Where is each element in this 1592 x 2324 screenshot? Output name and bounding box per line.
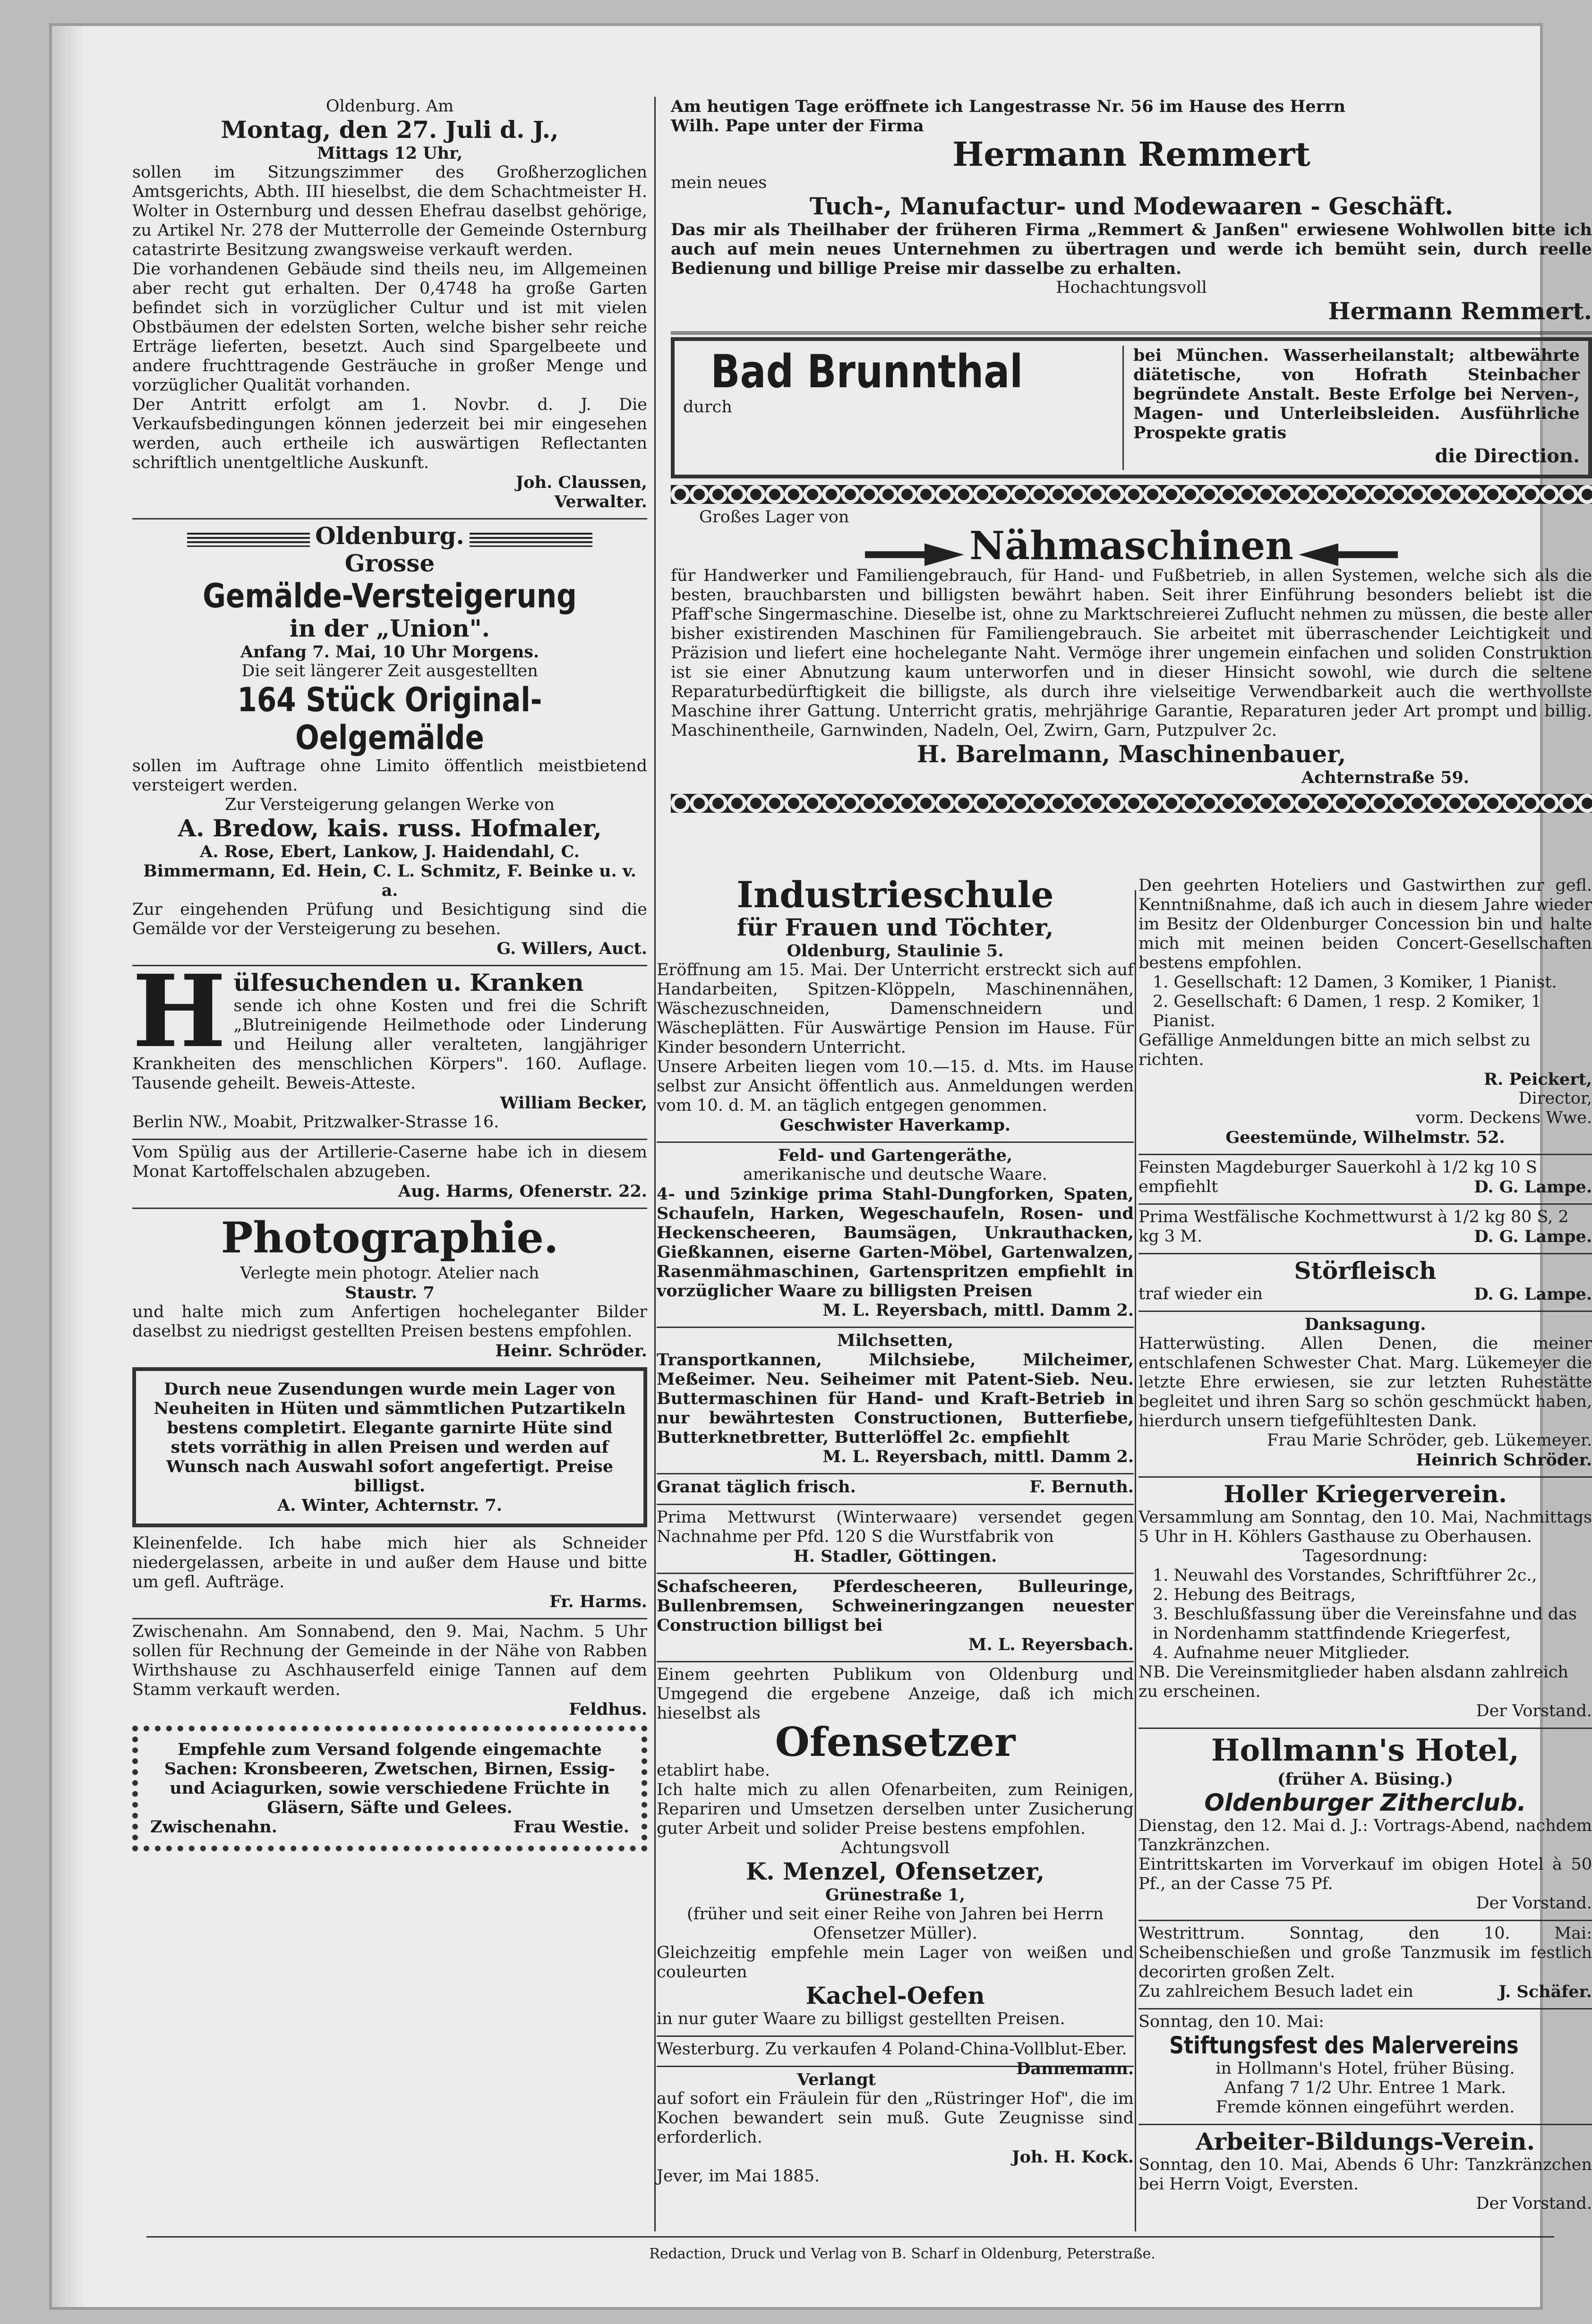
ad-milchsetten [657,1331,1134,1466]
column-right [1138,876,1592,2220]
winter-body: Durch neue Zusendungen wurde mein Lager von Neuheiten in Hüten und sämmtlichen Putzartikeln bestens completirt. Elegante garnirte Hüte sind stets vorräthig in allen Preisen und werden auf Wunsch nach Auswahl sofort angefertigt. Preise billigst. [154,1379,626,1496]
granat-signature: F. Bernuth. [1029,1477,1134,1497]
remmert-signature: Hermann Remmert. [1328,297,1592,325]
ad-industrieschule [657,876,1134,1135]
remmert-body: Das mir als Theilhaber der früheren Firma „Remmert & Janßen" erwiesene Wohlwollen bitte ich auch auf mein neues Unternehmen zu übertragen und werde ich bemüht sein, durch reelle Bedienung und billige Preise mir dasselbe zu erhalten. [671,220,1592,278]
milch-signature: M. L. Reyersbach, mittl. Damm 2. [822,1447,1134,1466]
holler-signature: Der Vorstand. [1476,1702,1592,1720]
ad-winter-hats [132,1367,647,1527]
holler-body: Versammlung am Sonntag, den 10. Mai, Nachmittags 5 Uhr in H. Köhlers Gasthause zu Oberhausen. [1138,1508,1592,1546]
bad-body: bei München. Wasserheilanstalt; altbewährte diätetische, von Hofrath Steinbacher begründete Anstalt. Beste Erfolge bei Nerven-, Magen- und Unterleibsleiden. Ausführliche Prospekte gratis [1133,346,1580,443]
mettwurst-signature: H. Stadler, Göttingen. [793,1547,997,1566]
divider [1138,2124,1592,2125]
divider [657,1573,1134,1574]
maler-guests: Fremde können eingeführt werden. [1215,2098,1515,2117]
peickert-gefaellig: Gefällige Anmeldungen bitte an mich selbst zu richten. [1138,1031,1531,1069]
ad-westerburg [657,2040,1134,2078]
divider [671,332,1592,334]
holler-agenda-item: 2. Hebung des Beitrags, [1153,1585,1356,1604]
ad-huelfesuchenden [132,953,647,1132]
naeh-body: für Handwerker und Familiengebrauch, für Hand- und Fußbetrieb, in allen Systemen, welche sich als die besten, brauchbarsten und billigsten bewährt haben. Seit ihrer Einführung besonders beliebt ist die Pfaff'sche Singermaschine. Dieselbe ist, ohne zu Marktschreierei Zuflucht nehmen zu müssen, die beste aller bisher existirenden Maschinen für Familiengebrauch. Sie arbeitet mit überraschender Leichtigkeit und Präzision und liefert eine hochelegante Naht. Vermöge ihrer ungemein einfachen und soliden Construktion ist sie einer Abnutzung kaum unterworfen und in dieser Hinsicht sowohl, wie durch die seltene Reparaturbedürftigkeit die billigste, als durch ihre vielseitige Verwendbarkeit auch die werthvollste Maschine ihrer Gattung. Unterricht gratis, mehrjährige Garantie, Reparaturen jeder Art prompt und billig. Maschinentheile, Garnwinden, Nadeln, Oel, Zwirn, Garn, Putzpulver 2c. [671,566,1592,740]
divider [657,1141,1134,1143]
ad-hollmanns-hotel [1138,1732,1592,1913]
peickert-vorm: vorm. Deckens Wwe. [1416,1108,1592,1127]
bad-name: Bad Brunnthal [710,345,1023,398]
maler-date: Sonntag, den 10. Mai: [1138,2012,1324,2031]
ad-scheeren [657,1577,1134,1654]
divider [1138,1476,1592,1478]
naeh-address: Achternstraße 59. [1301,767,1469,787]
divider [657,1473,1134,1474]
remmert-firm: Hermann Remmert [952,135,1310,174]
photo-title: Photographie. [221,1213,559,1263]
divider [657,1504,1134,1505]
ad-malerverein [1138,2012,1592,2117]
auction-time: Mittags 12 Uhr, [317,144,463,163]
auction-paragraph-3: Der Antritt erfolgt am 1. Novbr. d. J. Die Verkaufsbedingungen können jederzeit bei mir eingesehen werden, auch ertheile ich auswärtigen Reflectanten schriftlich unentgeltliche Auskunft. [132,395,647,472]
holler-nb: NB. Die Vereinsmitglieder haben alsdann zahlreich zu erscheinen. [1138,1663,1569,1701]
photo-line1: Verlegte mein photogr. Atelier nach [240,1264,539,1283]
gemaelde-start: Anfang 7. Mai, 10 Uhr Morgens. [240,642,539,662]
harms-signature: Fr. Harms. [549,1592,647,1611]
peickert-signature: R. Peickert, [1483,1070,1592,1089]
schaefer-p2: Zu zahlreichem Besuch ladet ein [1138,1982,1413,2001]
ofen-p2: Gleichzeitig empfehle mein Lager von weißen und couleurten [657,1943,1134,1982]
divider [657,1327,1134,1328]
ornament-bars [470,533,592,547]
milch-title: Milchsetten, [837,1331,954,1350]
industrie-signature: Geschwister Haverkamp. [779,1115,1011,1135]
ad-gartengeraethe [657,1146,1134,1320]
holler-agenda-item: 3. Beschlußfassung über die Vereinsfahne und das in Nordenhamm stattfindende Kriegerfest, [1153,1605,1577,1643]
column-rule [654,97,656,2231]
sauerkohl-body: Feinsten Magdeburger Sauerkohl à 1/2 kg 10 S empfiehlt [1138,1158,1537,1196]
bad-durch: durch [683,398,732,417]
ad-westie-preserves [132,1726,647,1851]
column-rule [1135,890,1136,2231]
peickert-item: 1. Gesellschaft: 12 Damen, 3 Komiker, 1 Pianist. [1153,973,1557,992]
maler-start: Anfang 7 1/2 Uhr. Entree 1 Mark. [1224,2078,1506,2097]
hollmann-signature: Der Vorstand. [1476,1894,1592,1913]
ad-tannen-feldhus [132,1622,647,1719]
mettwurst-body: Prima Mettwurst (Winterwaare) versendet gegen Nachnahme per Pfd. 120 S die Wurstfabrik von [657,1508,1134,1546]
holler-agenda-item: 4. Aufnahme neuer Mitglieder. [1153,1643,1410,1662]
sauerkohl-signature: D. G. Lampe. [1474,1177,1592,1197]
dank-signature-2: Heinrich Schröder. [1416,1450,1592,1470]
arbeiter-body: Sonntag, den 10. Mai, Abends 6 Uhr: Tanzkränzchen bei Herrn Voigt, Eversten. [1138,2155,1592,2194]
milch-body: Transportkannen, Milchsiebe, Milcheimer, Meßeimer. Neu. Seiheimer mit Patent-Sieb. Neu. Buttermaschinen für Hand- und Kraft-Betrieb in nur bewährtesten Constructionen, Butterfiebe, Butterknetbretter, Butterlöffel 2c. empfiehlt [657,1350,1134,1447]
ad-verlangt [657,2070,1134,2186]
ad-gemaelde-versteigerung [132,522,647,958]
remmert-line2: Wilh. Pape unter der Firma [671,116,924,136]
newspaper-page [52,26,1592,2307]
auction-signature-title: Verwalter. [554,492,647,511]
verlangt-title: Verlangt [797,2070,876,2089]
divider [132,1618,647,1619]
ofen-title: Ofensetzer [775,1719,1016,1765]
schaefer-body: Westrittrum. Sonntag, den 10. Mai: Scheibenschießen und große Tanzmusik im festlich decorirten großen Zelt. [1138,1924,1592,1982]
stoerfleisch-body: traf wieder ein [1138,1285,1263,1303]
gemaelde-artists: A. Rose, Ebert, Lankow, J. Haidendahl, C. Bimmermann, Ed. Hein, C. L. Schmitz, F. Beinke u. v. a. [143,842,636,900]
westerburg-signature: Dannemann. [1016,2059,1134,2078]
feldhus-body: Zwischenahn. Am Sonnabend, den 9. Mai, Nachm. 5 Uhr sollen für Rechnung der Gemeinde in der Nähe von Rabben Wirthshause zu Aschhauserfeld einige Tannen auf dem Stamm verkauft werden. [132,1622,647,1699]
gemaelde-signature: G. Willers, Auct. [496,939,647,958]
peickert-item: 2. Gesellschaft: 6 Damen, 1 resp. 2 Komiker, 1 Pianist. [1153,992,1542,1030]
pointing-hand-icon [1299,544,1398,566]
ad-auction-osternburg [132,97,647,511]
hollmann-body: Dienstag, den 12. Mai d. J.: Vortrags-Abend, nachdem Tanzkränzchen. [1138,1816,1592,1855]
ad-danksagung [1138,1315,1592,1470]
chain-ornament [671,794,1592,813]
spuelig-body: Vom Spülig aus der Artillerie-Caserne habe ich in diesem Monat Kartoffelschalen abzugeben. [132,1143,647,1181]
huelfe-head: ülfesuchenden u. Kranken [233,969,584,996]
gemaelde-seit: Die seit längerer Zeit ausgestellten [241,662,538,681]
winter-signature: A. Winter, Achternstr. 7. [277,1496,502,1515]
photo-signature: Heinr. Schröder. [495,1341,647,1361]
bad-signature: die Direction. [1435,445,1580,467]
verlangt-body: auf sofort ein Fräulein für den „Rüstringer Hof", die im Kochen bewandert sein muß. Gute Zeugnisse sind erforderlich. [657,2089,1134,2147]
verlangt-date: Jever, im Mai 1885. [657,2167,820,2186]
feld-sub: amerikanische und deutsche Waare. [743,1165,1047,1184]
divider [1138,1311,1592,1312]
huelfe-address: Berlin NW., Moabit, Pritzwalker-Strasse 16. [132,1113,499,1132]
huelfe-body: sende ich ohne Kosten und frei die Schrift „Blutreinigende Heilmethode oder Linderung und Heilung aller veralteten, langjähriger Krankheiten des menschlichen Körpers". 160. Auflage. Tausende geheilt. Beweis-Atteste. [132,996,647,1093]
divider [132,518,647,519]
peickert-address: Geestemünde, Wilhelmstr. 52. [1225,1128,1505,1147]
divider [1138,1154,1592,1155]
ad-bad-brunnthal [671,337,1592,478]
maler-title: Stiftungsfest des Malervereins [1169,2032,1519,2059]
holler-agenda-title: Tagesordnung: [1302,1547,1428,1566]
ofen-previous: (früher und seit einer Reihe von Jahren bei Herrn Ofensetzer Müller). [686,1905,1104,1943]
gemaelde-title: Gemälde-Versteigerung [203,577,577,615]
kochmettwurst-signature: D. G. Lampe. [1474,1227,1592,1246]
divider [1138,2008,1592,2009]
peickert-director: Director, [1518,1089,1592,1108]
remmert-line1: Am heutigen Tage eröffnete ich Langestrasse Nr. 56 im Hause des Herrn [671,97,1345,116]
granat-text: Granat täglich frisch. [657,1477,856,1497]
industrie-address: Oldenburg, Staulinie 5. [787,941,1004,961]
divider [657,1661,1134,1662]
divider [1138,1728,1592,1729]
ad-sauerkohl [1138,1158,1592,1197]
hollmann-club: Oldenburger Zitherclub. [1204,1789,1526,1816]
westerburg-body: Westerburg. Zu verkaufen 4 Poland-China-Vollblut-Eber. [657,2040,1127,2059]
ornament-bars [187,533,310,547]
gemaelde-venue: in der „Union". [289,614,490,642]
schaefer-signature: J. Schäfer. [1498,1982,1592,2001]
verlangt-signature: Joh. H. Kock. [1012,2147,1134,2167]
gemaelde-count: 164 Stück Original-Oelgemälde [237,681,542,757]
maler-place: in Hollmann's Hotel, früher Büsing. [1215,2059,1515,2078]
ad-ofensetzer [657,1665,1134,2029]
page-spine [52,26,85,2307]
arbeiter-signature: Der Vorstand. [1476,2194,1592,2213]
stoerfleisch-signature: D. G. Lampe. [1474,1285,1592,1304]
hollmann-prev: (früher A. Büsing.) [1277,1770,1454,1789]
ofen-intro: Einem geehrten Publikum von Oldenburg und Umgegend die ergebene Anzeige, daß ich mich hieselbst als [657,1665,1134,1723]
hollmann-title: Hollmann's Hotel, [1211,1733,1519,1768]
ad-naehmaschinen [671,508,1592,787]
gemaelde-zur: Zur Versteigerung gelangen Werke von [224,795,555,814]
chain-ornament [671,485,1592,504]
dank-body: Hatterwüsting. Allen Denen, die meiner entschlafenen Schwester Chat. Marg. Lükemeyer die letzte Ehre erwiesen, sie zur letzten Ruhestätte begleitet und ihren Sarg so schön geschmückt haben, hierdurch unsern tiefgefühltesten Dank. [1138,1334,1592,1430]
industrie-p2: Unsere Arbeiten liegen vom 10.—15. d. Mts. im Hause selbst zur Ansicht öffentlich aus. Anmeldungen werden vom 10. d. M. an täglich entgegen genommen. [657,1057,1134,1115]
ofen-regards: Achtungsvoll [840,1839,950,1857]
westie-signature: Frau Westie. [513,1817,629,1837]
ad-granat [657,1477,1134,1497]
stoerfleisch-title: Störfleisch [1294,1257,1437,1285]
ad-photographie [132,1212,647,1361]
auction-body: sollen im Sitzungszimmer des Großherzoglichen Amtsgerichts, Abth. III hieselbst, die dem Schachtmeister H. Wolter in Osternburg und dessen Ehefrau daselbst gehörige, zu Artikel Nr. 278 der Mutterrolle der Gemeinde Osternburg catastrirte Besitzung zwangsweise verkauft werden. [132,163,647,259]
auction-signature: Joh. Claussen, [515,473,647,492]
drop-cap: H [132,953,226,1070]
divider [132,1139,647,1140]
peickert-body: Den geehrten Hoteliers und Gastwirthen zur gefl. Kenntnißnahme, daß ich auch in diesem Jahre wieder im Besitz der Oldenburger Concession bin und halte mich mit meinen beiden Concert-Gesellschaften bestens empfohlen. [1138,876,1592,972]
ad-kartoffelschalen [132,1143,647,1201]
feld-title: Feld- und Gartengeräthe, [778,1146,1013,1165]
ad-holler-kriegerverein [1138,1481,1592,1721]
ad-mettwurst [657,1508,1134,1566]
photo-body: und halte mich zum Anfertigen hocheleganter Bilder daselbst zu niedrigst gestellten Preisen bestens empfohlen. [132,1302,647,1341]
ad-hermann-remmert [671,97,1592,325]
auction-place: Oldenburg. Am [325,97,454,116]
divider [657,2035,1134,2037]
remmert-regards: Hochachtungsvoll [1056,278,1207,297]
industrie-body: Eröffnung am 15. Mai. Der Unterricht erstreckt sich auf Handarbeiten, Spitzen-Klöppeln, Maschinennähen, Wäschezuschneiden, Damenschneidern und Wäscheplätten. Für Auswärtige Pension im Hause. Für Kinder besondern Unterricht. [657,961,1134,1057]
dank-signature-1: Frau Marie Schröder, geb. Lükemeyer. [1267,1431,1592,1450]
ofen-signature: K. Menzel, Ofensetzer, [745,1857,1045,1885]
industrie-title: Industrieschule [736,874,1054,916]
remmert-mein: mein neues [671,173,767,192]
gemaelde-grosse: Grosse [344,549,435,577]
ad-kochmettwurst [1138,1208,1592,1246]
ofen-body: Ich halte mich zu allen Ofenarbeiten, zum Reinigen, Repariren und Umsetzen derselben unter Zusicherung guter Arbeit und solider Preise bestens empfohlen. [657,1780,1134,1838]
arbeiter-title: Arbeiter-Bildungs-Verein. [1196,2128,1535,2155]
auction-paragraph-2: Die vorhandenen Gebäude sind theils neu, im Allgemeinen aber recht gut erhalten. Der 0,4748 ha große Garten befindet sich in vorzüglicher Cultur und ist mit vielen Obstbäumen der edelsten Sorten, welche bisher sehr reiche Erträge lieferten, besetzt. Auch sind Spargelbeete und andere fruchttragende Gesträuche in großer Menge und vorzüglicher Qualität vorhanden. [132,260,647,395]
hollmann-tickets: Eintrittskarten im Vorverkauf im obigen Hotel à 50 Pf., an der Casse 75 Pf. [1138,1855,1592,1893]
naeh-signature: H. Barelmann, Maschinenbauer, [916,740,1346,768]
naeh-lager: Großes Lager von [699,508,849,527]
scheeren-signature: M. L. Reyersbach. [968,1635,1134,1654]
naeh-title: Nähmaschinen [969,523,1293,569]
gemaelde-city: Oldenburg. [315,522,464,550]
pointing-hand-icon [865,544,964,566]
dank-title: Danksagung. [1304,1315,1426,1334]
gemaelde-pruefung: Zur eingehenden Prüfung und Besichtigung sind die Gemälde vor der Versteigerung zu besehen. [132,900,647,938]
remmert-shop: Tuch-, Manufactur- und Modewaaren - Geschäft. [809,192,1454,220]
kochmettwurst-body: Prima Westfälische Kochmettwurst à 1/2 kg 80 S, 2 kg 3 M. [1138,1208,1569,1246]
ofen-address: Grünestraße 1, [825,1885,966,1905]
huelfe-name: William Becker, [500,1093,647,1113]
column-left [132,97,647,1858]
spuelig-signature: Aug. Harms, Ofenerstr. 22. [398,1182,647,1201]
auction-date: Montag, den 27. Juli d. J., [221,116,559,144]
industrie-sub: für Frauen und Töchter, [736,913,1054,941]
ofen-p3: in nur guter Waare zu billigst gestellten Preisen. [657,2009,1065,2028]
westie-place: Zwischenahn. [150,1817,277,1837]
ad-arbeiter-bildungsverein [1138,2128,1592,2213]
ofen-kachel: Kachel-Oefen [805,1982,985,2009]
divider [1138,1920,1592,1921]
ad-schaefer [1138,1924,1592,2001]
holler-title: Holler Kriegerverein. [1224,1480,1507,1508]
westie-body: Empfehle zum Versand folgende eingemachte Sachen: Kronsbeeren, Zwetschen, Birnen, Essig- und Aciagurken, sowie verschiedene Früchte in Gläsern, Säfte und Gelees. [164,1740,616,1817]
ad-stoerfleisch [1138,1257,1592,1304]
divider [1138,1203,1592,1205]
holler-agenda-item: 1. Neuwahl des Vorstandes, Schriftführer 2c., [1153,1566,1537,1585]
gemaelde-bredow: A. Bredow, kais. russ. Hofmaler, [178,814,602,842]
divider [1138,1253,1592,1254]
column-middle [657,876,1134,2193]
imprint-footer: Redaction, Druck und Verlag von B. Scharf in Oldenburg, Peterstraße. [649,2246,1155,2262]
ofen-established: etablirt habe. [657,1761,770,1780]
photo-address: Staustr. 7 [345,1283,435,1302]
ad-schneider-harms [132,1534,647,1611]
harms-body: Kleinenfelde. Ich habe mich hier als Schneider niedergelassen, arbeite in und außer dem Hause und bitte um gefl. Aufträge. [132,1534,647,1592]
gemaelde-sollen: sollen im Auftrage ohne Limito öffentlich meistbietend versteigert werden. [132,757,647,795]
footer-rule [146,2236,1554,2238]
scheeren-body: Schafscheeren, Pferdescheeren, Bulleuringe, Bullenbremsen, Schweineringzangen neuester Construction billigst bei [657,1577,1134,1635]
ad-peickert [1138,876,1592,1147]
feld-body: 4- und 5zinkige prima Stahl-Dungforken, Spaten, Schaufeln, Harken, Wegeschaufeln, Rosen- und Heckenscheeren, Baumsägen, Unkrauthacken, Gießkannen, eiserne Garten-Möbel, Gartenwalzen, Rasenmähmaschinen, Gartenspritzen empfiehlt in vorzüglicher Waare zu billigsten Preisen [657,1184,1134,1301]
feld-signature: M. L. Reyersbach, mittl. Damm 2. [822,1301,1134,1320]
wide-section [671,97,1592,817]
divider [132,1208,647,1209]
feldhus-signature: Feldhus. [569,1700,647,1719]
